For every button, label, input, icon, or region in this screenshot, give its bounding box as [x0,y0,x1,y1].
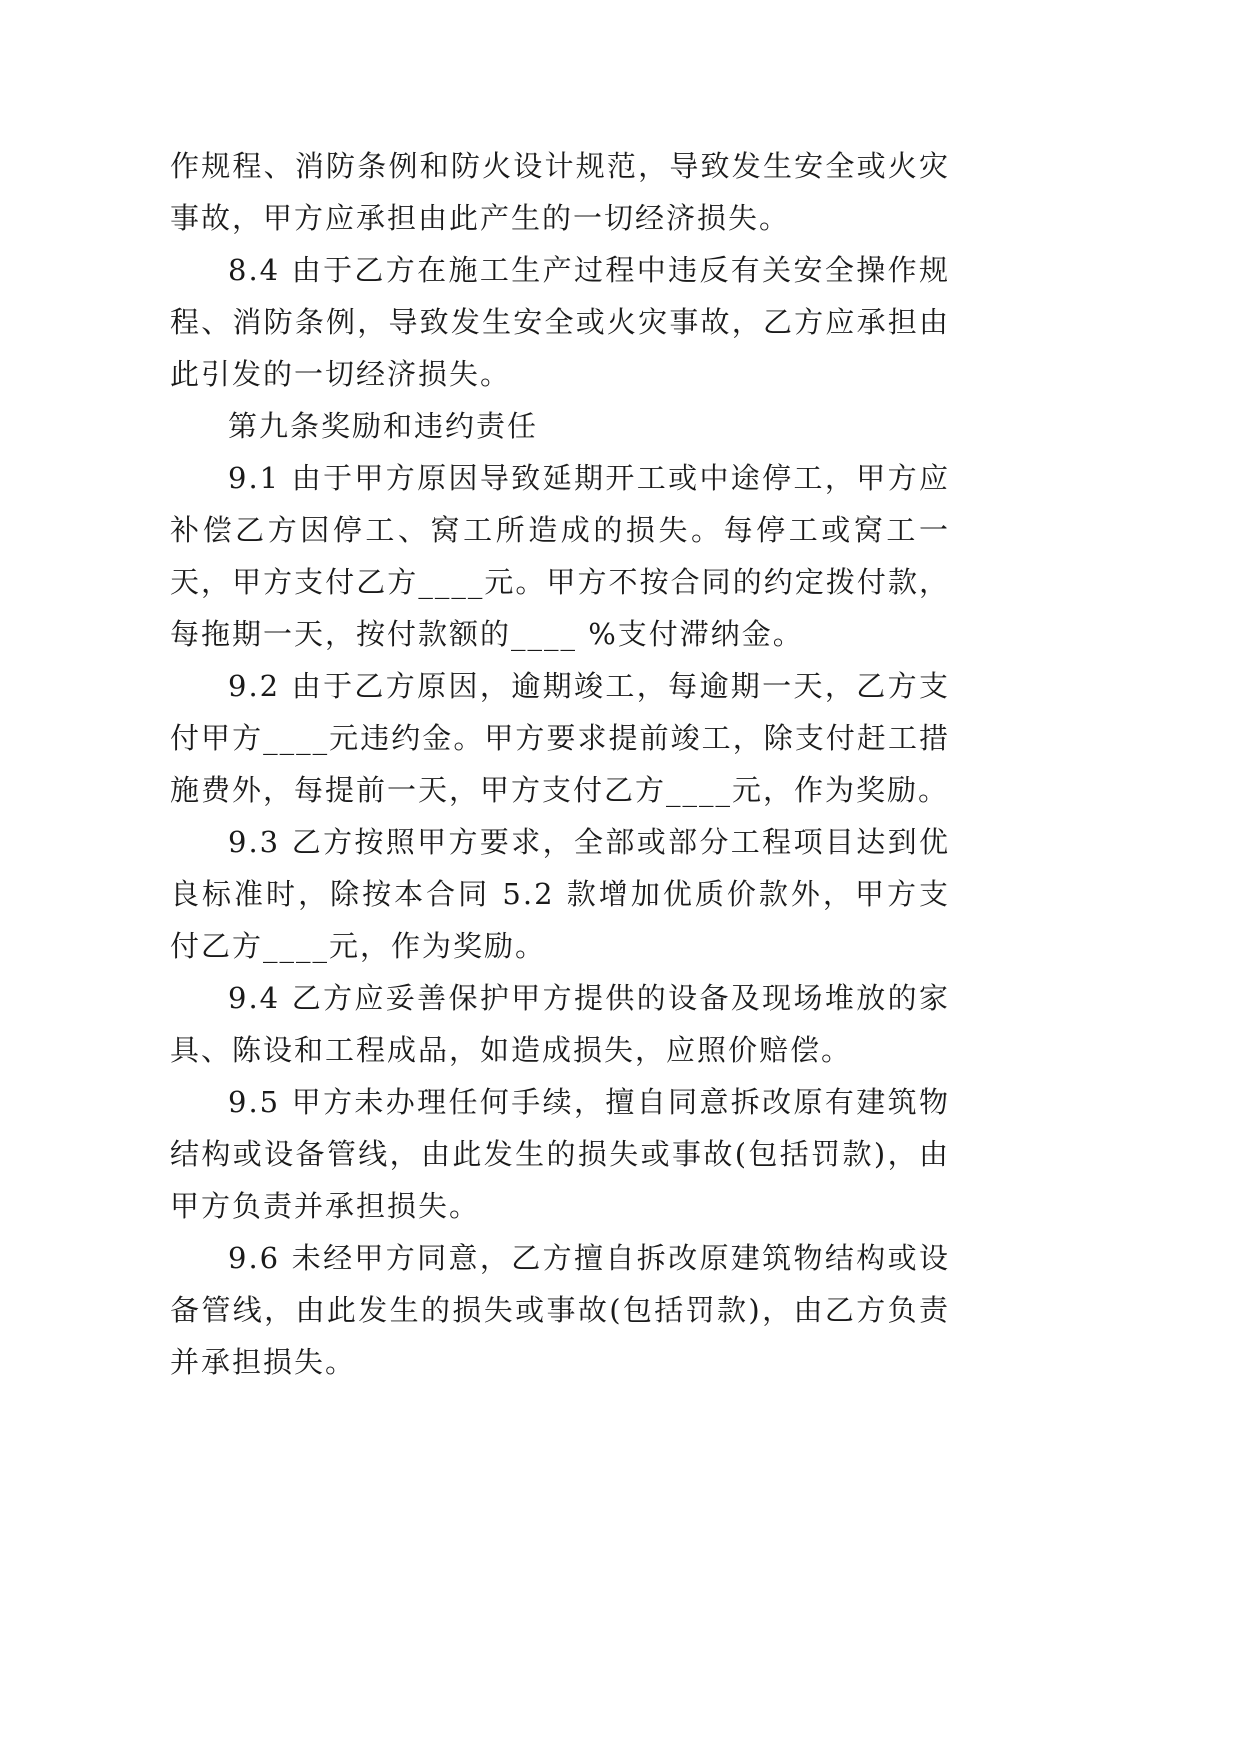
paragraph-9-4: 9.4 乙方应妥善保护甲方提供的设备及现场堆放的家具、陈设和工程成品，如造成损失，应照价赔偿。 [170,981,950,1067]
paragraph-continuation: 作规程、消防条例和防火设计规范，导致发生安全或火灾事故，甲方应承担由此产生的一切经济损失。 [170,149,950,235]
paragraph-8-4: 8.4 由于乙方在施工生产过程中违反有关安全操作规程、消防条例，导致发生安全或火灾事故，乙方应承担由此引发的一切经济损失。 [170,253,950,391]
paragraph-9-6: 9.6 未经甲方同意，乙方擅自拆改原建筑物结构或设备管线，由此发生的损失或事故(包括罚款)，由乙方负责并承担损失。 [170,1241,950,1379]
document-body [170,140,950,1388]
paragraph-9-1: 9.1 由于甲方原因导致延期开工或中途停工，甲方应补偿乙方因停工、窝工所造成的损失。每停工或窝工一天，甲方支付乙方____元。甲方不按合同的约定拨付款，每拖期一天，按付款额的____ %支付滞纳金。 [170,461,950,651]
section-heading-article-9: 第九条奖励和违约责任 [228,409,539,443]
paragraph-9-3: 9.3 乙方按照甲方要求，全部或部分工程项目达到优良标准时，除按本合同 5.2 款增加优质价款外，甲方支付乙方____元，作为奖励。 [170,825,950,963]
paragraph-9-2: 9.2 由于乙方原因，逾期竣工，每逾期一天，乙方支付甲方____元违约金。甲方要求提前竣工，除支付赶工措施费外，每提前一天，甲方支付乙方____元，作为奖励。 [170,669,950,807]
paragraph-9-5: 9.5 甲方未办理任何手续，擅自同意拆改原有建筑物结构或设备管线，由此发生的损失或事故(包括罚款)，由甲方负责并承担损失。 [170,1085,950,1223]
